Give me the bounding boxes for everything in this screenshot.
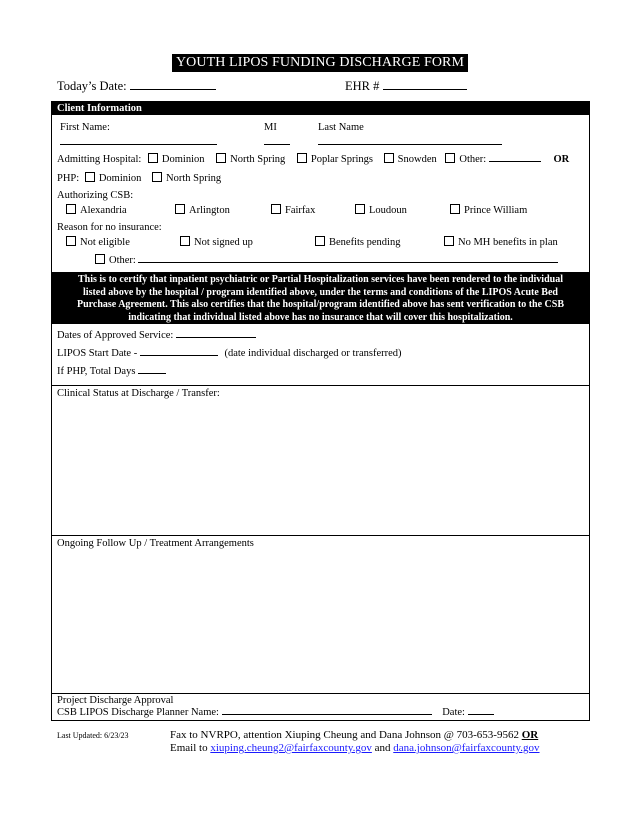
approved-service-field[interactable] [176,337,256,338]
php-days-row [57,366,166,377]
other-hospital-field[interactable] [489,161,541,162]
loudoun-label: Loudoun [369,205,407,216]
loudoun-checkbox[interactable] [355,204,365,214]
or-label: OR [553,154,570,165]
admitting-label: Admitting Hospital: [57,154,142,165]
last-updated: Last Updated: 6/23/23 [57,731,129,740]
email-prefix: Email to [170,742,208,754]
arlington-checkbox[interactable] [175,204,185,214]
csb-label: Authorizing CSB: [57,190,134,201]
snowden-label: Snowden [397,154,437,165]
planner-label: CSB LIPOS Discharge Planner Name: [57,707,219,718]
csb-alexandria [66,204,127,216]
approval-title: Project Discharge Approval [57,695,174,706]
not-eligible-label: Not eligible [80,237,130,248]
other-hospital-label: Other: [459,154,487,165]
email-link-1[interactable]: xiuping.cheung2@fairfaxcounty.gov [210,742,372,754]
alexandria-checkbox[interactable] [66,204,76,214]
footer-instructions [170,729,540,755]
notice-line-1: This is to certify that inpatient psychiatric or Partial Hospitalization services have been rendered to the individual [78,274,563,285]
notice-line-3: Purchase Agreement. This also certifies that the hospital/program identified above has sent verification to the CSB [76,299,564,310]
prince-william-checkbox[interactable] [450,204,460,214]
last-name-label: Last Name [318,122,364,133]
north-spring-label: North Spring [230,154,286,165]
notice-line-2: listed above by the hospital / program identified above, under the terms and conditions of the LIPOS Acute Bed [83,286,558,298]
no-mh-benefits-checkbox[interactable] [444,236,454,246]
title-wrap [0,53,640,72]
approval-section [52,693,589,721]
poplar-springs-label: Poplar Springs [310,154,374,165]
approval-date-field[interactable] [468,714,494,715]
poplar-springs-checkbox[interactable] [297,153,307,163]
csb-arlington [175,204,230,216]
fairfax-checkbox[interactable] [271,204,281,214]
benefits-pending-label: Benefits pending [329,237,401,248]
start-date-row [57,348,402,359]
reason-label: Reason for no insurance: [57,222,162,233]
todays-date-row [57,79,216,94]
php-days-field[interactable] [138,373,166,374]
php-north-spring-label: North Spring [166,173,222,184]
php-dominion-label: Dominion [98,173,142,184]
followup-section[interactable] [52,535,589,693]
admitting-hospital-row [57,153,569,165]
prince-william-label: Prince William [464,205,528,216]
reason-not-eligible [66,236,130,248]
clinical-status-section[interactable] [52,385,589,535]
approval-date-label: Date: [442,707,465,718]
csb-prince-william [450,204,527,216]
clinical-status-label: Clinical Status at Discharge / Transfer: [57,388,220,399]
php-days-label: If PHP, Total Days [57,366,136,377]
reason-no-mh-benefits [444,236,558,248]
email-line [170,742,540,755]
reason-other-row [95,254,558,266]
other-hospital-checkbox[interactable] [445,153,455,163]
todays-date-field[interactable] [130,89,216,90]
first-name-label: First Name: [60,122,110,133]
ehr-label: EHR # [345,79,380,93]
certification-notice [52,272,589,324]
planner-row [57,707,494,718]
php-label: PHP: [57,173,80,184]
reason-other-checkbox[interactable] [95,254,105,264]
php-dominion-checkbox[interactable] [85,172,95,182]
planner-name-field[interactable] [222,714,432,715]
mi-field[interactable] [264,135,290,145]
start-date-note: (date individual discharged or transferred) [224,348,402,359]
email-and: and [374,742,391,754]
csb-fairfax [271,204,315,216]
not-signed-up-checkbox[interactable] [180,236,190,246]
dominion-checkbox[interactable] [148,153,158,163]
start-date-label: LIPOS Start Date - [57,348,138,359]
reason-not-signed-up [180,236,253,248]
fax-line [170,729,540,742]
approved-service-label: Dates of Approved Service: [57,330,174,341]
start-date-field[interactable] [140,355,218,356]
not-signed-up-label: Not signed up [194,237,253,248]
fax-text: Fax to NVRPO, attention Xiuping Cheung and Dana Johnson @ 703-653-9562 [170,729,519,741]
arlington-label: Arlington [189,205,230,216]
alexandria-label: Alexandria [80,205,127,216]
ehr-row [345,79,467,94]
reason-other-label: Other: [109,255,136,266]
first-name-field[interactable] [60,135,217,145]
php-row [57,172,221,184]
ehr-field[interactable] [383,89,467,90]
php-north-spring-checkbox[interactable] [152,172,162,182]
dominion-label: Dominion [161,154,205,165]
followup-label: Ongoing Follow Up / Treatment Arrangements [57,538,254,549]
form-title: YOUTH LIPOS FUNDING DISCHARGE FORM [172,54,468,72]
mi-label: MI [264,122,277,133]
client-info-header: Client Information [52,102,589,115]
todays-date-label: Today’s Date: [57,79,127,93]
approved-service-row [57,330,256,341]
fax-or: OR [521,729,539,741]
reason-other-field[interactable] [138,262,558,263]
form-box [51,101,590,721]
email-link-2[interactable]: dana.johnson@fairfaxcounty.gov [393,742,540,754]
reason-benefits-pending [315,236,400,248]
no-mh-benefits-label: No MH benefits in plan [458,237,558,248]
csb-loudoun [355,204,407,216]
last-name-field[interactable] [318,135,502,145]
not-eligible-checkbox[interactable] [66,236,76,246]
snowden-checkbox[interactable] [384,153,394,163]
notice-line-4: indicating that individual listed above has no insurance that will cover this hospitalization. [128,311,513,323]
fairfax-label: Fairfax [285,205,316,216]
benefits-pending-checkbox[interactable] [315,236,325,246]
north-spring-checkbox[interactable] [216,153,226,163]
